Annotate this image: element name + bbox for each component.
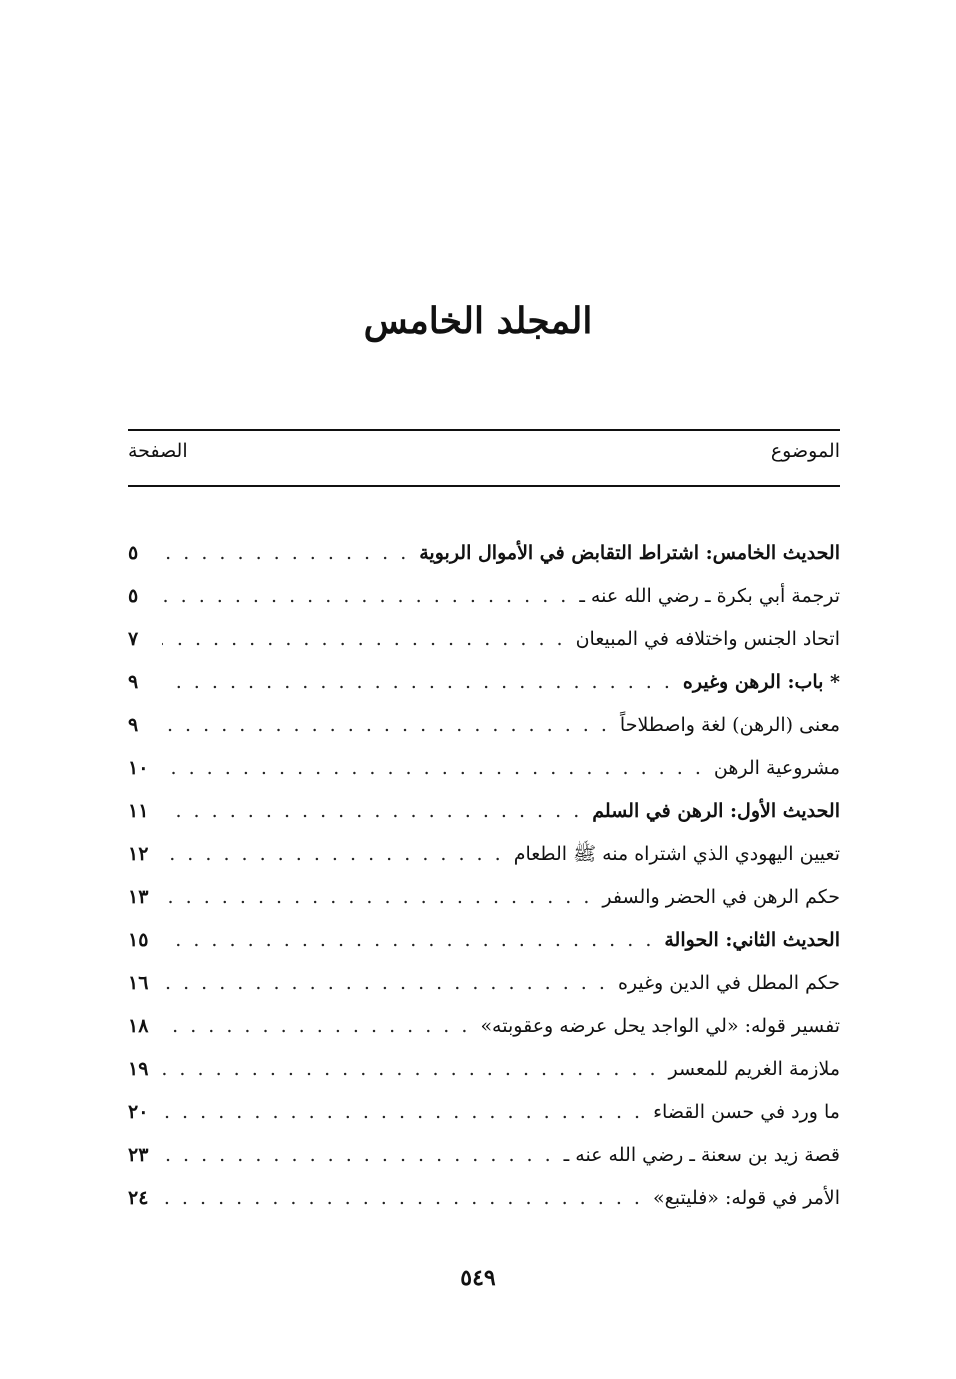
dot-leader [162,790,582,833]
toc-entry-page: ١٦ [128,972,149,994]
toc-entry [128,876,840,919]
dot-leader [162,532,409,575]
dot-leader [162,833,504,876]
toc-entry-page: ٥ [128,542,139,564]
toc-entry-page: ١٨ [128,1015,149,1037]
toc-entry-title: ترجمة أبي بكرة ـ رضي الله عنه ـ [579,585,840,607]
toc-entry-page: ١٢ [128,843,149,865]
dot-leader [162,704,610,747]
dot-leader [162,661,673,704]
toc-entry-page: ٢٣ [128,1144,149,1166]
toc-entry-page: ١٩ [128,1058,149,1080]
toc-entry [128,1005,840,1048]
toc-entry [128,833,840,876]
dot-leader [162,1005,470,1048]
toc-entry-title: حكم المطل في الدين وغيره [617,972,840,994]
toc-entry-title: اتحاد الجنس واختلافه في المبيعان [575,628,840,650]
toc-entry-title: الحديث الثاني: الحوالة [664,929,840,951]
volume-title: المجلد الخامس [363,300,593,342]
dot-leader [162,1048,659,1091]
toc-entry-title: قصة زيد بن سعنة ـ رضي الله عنه ـ [563,1144,840,1166]
toc-entry-title: الحديث الخامس: اشتراط التقابض في الأموال الربوية [419,542,840,564]
dot-leader [162,1134,554,1177]
toc-entry-page: ٩ [128,714,139,736]
toc-entry [128,1134,840,1177]
toc-entry [128,919,840,962]
dot-leader [162,747,704,790]
toc-entry-title: مشروعية الرهن [713,757,840,779]
toc-entry-page: ٩ [128,671,139,693]
header-top-rule [128,429,840,431]
dot-leader [162,919,654,962]
toc-entry-page: ١٠ [128,757,149,779]
toc-entry-title: تفسير قوله: «لي الواجد يحل عرضه وعقوبته» [480,1015,840,1037]
toc-entry [128,1048,840,1091]
dot-leader [162,962,608,1005]
toc-entry-title: حكم الرهن في الحضر والسفر [602,886,840,908]
dot-leader [162,1091,643,1134]
toc-entry-title: معنى (الرهن) لغة واصطلاحاً [619,714,840,736]
page-number: ٥٤٩ [460,1265,496,1291]
toc-entry [128,1091,840,1134]
toc-entry-title: * باب: الرهن وغيره [682,671,840,693]
toc-entry-title: تعيين اليهودي الذي اشتراه منه ﷺ الطعام [513,843,840,865]
toc-entry [128,962,840,1005]
column-header-page: الصفحة [128,440,188,462]
toc-entry-page: ١٥ [128,929,149,951]
toc-entry-page: ١١ [128,800,149,822]
toc-entry [128,618,840,661]
dot-leader [162,575,569,618]
toc-entry-title: الأمر في قوله: «فليتبع» [652,1187,840,1209]
toc-entry-title: ما ورد في حسن القضاء [653,1101,840,1123]
toc-entry-title: الحديث الأول: الرهن في السلم [592,800,840,822]
toc-entry [128,1177,840,1220]
header-bottom-rule [128,485,840,487]
toc-entry [128,704,840,747]
column-header-topic: الموضوع [770,440,840,462]
toc-entry [128,532,840,575]
toc-entry-page: ١٣ [128,886,149,908]
toc-entry-page: ٢٤ [128,1187,149,1209]
toc-entry-page: ٧ [128,628,139,650]
toc-entry [128,575,840,618]
toc-entry-page: ٢٠ [128,1101,149,1123]
toc-entry [128,790,840,833]
dot-leader [162,618,566,661]
table-of-contents [128,532,840,1220]
dot-leader [162,1177,643,1220]
toc-entry [128,661,840,704]
toc-entry-page: ٥ [128,585,139,607]
dot-leader [162,876,592,919]
toc-entry [128,747,840,790]
toc-entry-title: ملازمة الغريم للمعسر [668,1058,840,1080]
